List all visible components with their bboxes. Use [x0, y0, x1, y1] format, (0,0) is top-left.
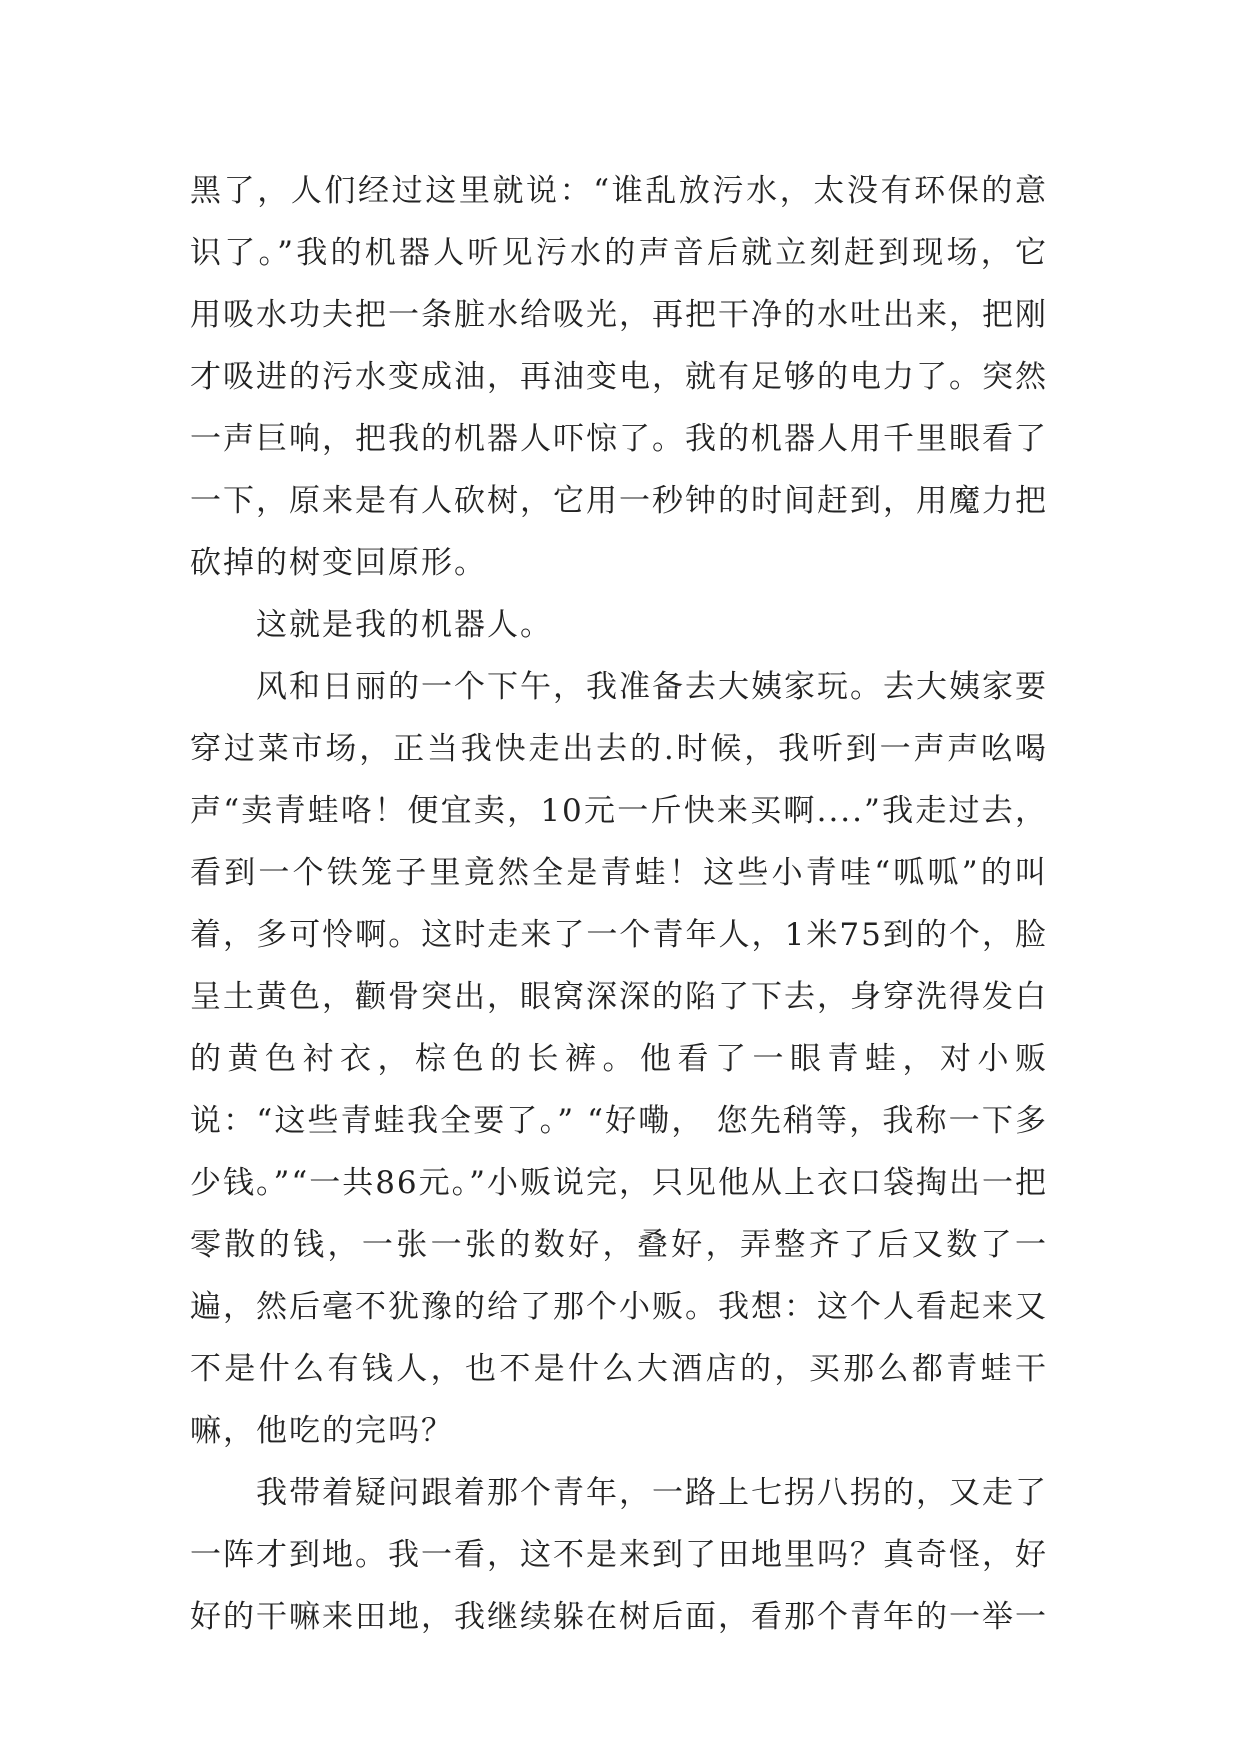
paragraph-2: 这就是我的机器人。 [256, 607, 553, 643]
paragraph-4: 我带着疑问跟着那个青年，一路上七拐八拐的，又走了一阵才到地。我一看，这不是来到了田地里吗？真奇怪，好好的干嘛来田地，我继续躲在树后面，看那个青年的一举一 [190, 1475, 1048, 1635]
paragraph-1: 黑了，人们经过这里就说：“谁乱放污水，太没有环保的意识了。”我的机器人听见污水的声音后就立刻赶到现场，它用吸水功夫把一条脏水给吸光，再把干净的水吐出来，把刚才吸进的污水变成油，再油变电，就有足够的电力了。突然一声巨响，把我的机器人吓惊了。我的机器人用千里眼看了一下，原来是有人砍树，它用一秒钟的时间赶到，用魔力把砍掉的树变回原形。 [190, 173, 1048, 581]
body-text [190, 160, 1048, 1648]
paragraph-3: 风和日丽的一个下午，我准备去大姨家玩。去大姨家要穿过菜市场，正当我快走出去的.时候，我听到一声声吆喝声“卖青蛙咯！便宜卖，10元一斤快来买啊....”我走过去，看到一个铁笼子里竟然全是青蛙！这些小青哇“呱呱”的叫着，多可怜啊。这时走来了一个青年人，1米75到的个，脸呈土黄色，颧骨突出，眼窝深深的陷了下去，身穿洗得发白的黄色衬衣，棕色的长裤。他看了一眼青蛙，对小贩说：“这些青蛙我全要了。” “好嘞， 您先稍等，我称一下多少钱。”“一共86元。”小贩说完，只见他从上衣口袋掏出一把零散的钱，一张一张的数好，叠好，弄整齐了后又数了一遍，然后毫不犹豫的给了那个小贩。我想：这个人看起来又不是什么有钱人，也不是什么大酒店的，买那么都青蛙干嘛，他吃的完吗？ [190, 669, 1048, 1449]
